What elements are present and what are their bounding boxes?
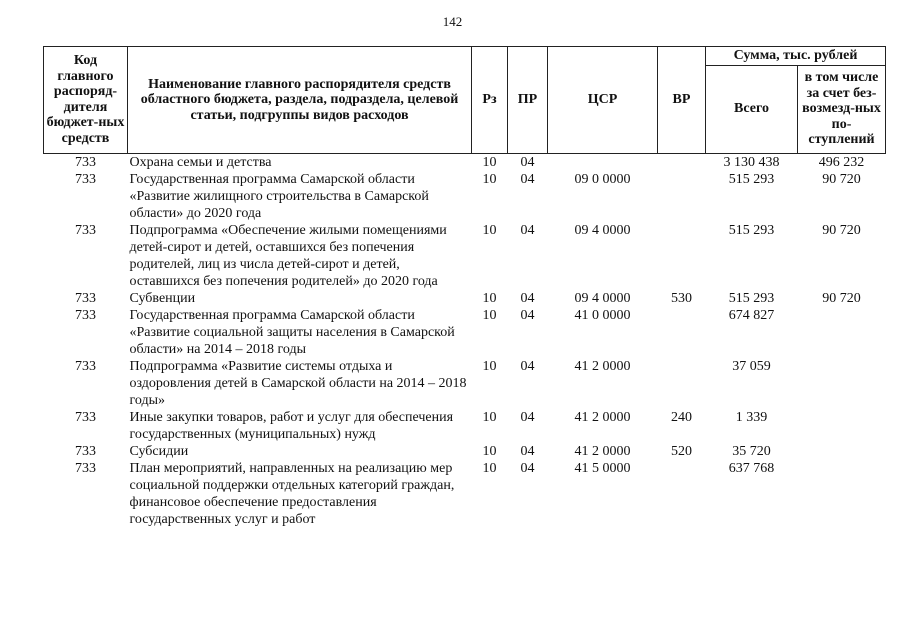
row-pr: 04 [520, 290, 535, 306]
row-pr: 04 [520, 154, 535, 170]
table-row [44, 460, 886, 528]
table-row [44, 443, 886, 460]
row-vr [658, 153, 706, 171]
row-rz: 10 [482, 222, 497, 238]
row-pr: 04 [520, 460, 535, 476]
table-row [44, 171, 886, 222]
budget-table [43, 46, 886, 528]
row-code: 733 [75, 443, 96, 459]
row-total: 637 768 [728, 460, 775, 476]
row-total: 3 130 438 [723, 154, 780, 170]
row-rz: 10 [482, 290, 497, 306]
row-vr [658, 358, 706, 409]
row-pr: 04 [520, 171, 535, 187]
row-csr: 41 2 0000 [574, 409, 631, 425]
row-free [798, 409, 886, 443]
header-code: Код главного распоряд-дителя бюджет-ных средств [44, 47, 128, 154]
row-code: 733 [75, 171, 96, 187]
row-total: 515 293 [728, 290, 775, 306]
row-code: 733 [75, 290, 96, 306]
row-name: Субсидии [129, 443, 189, 459]
row-name: Государственная программа Самарской области «Развитие социальной защиты населения в Самарской области» на 2014 – 2018 годы [129, 307, 455, 357]
row-code: 733 [75, 307, 96, 323]
row-csr: 41 2 0000 [574, 358, 631, 374]
row-pr: 04 [520, 409, 535, 425]
row-vr: 520 [671, 443, 692, 459]
row-rz: 10 [482, 460, 497, 476]
row-total: 35 720 [732, 443, 771, 459]
row-code: 733 [75, 358, 96, 374]
row-vr [658, 222, 706, 290]
header-pr: ПР [508, 47, 548, 154]
header-sum-group: Сумма, тыс. рублей [706, 47, 886, 66]
row-vr [658, 307, 706, 358]
row-name: Государственная программа Самарской области «Развитие жилищного строительства в Самарской области» до 2020 года [129, 171, 429, 221]
table-row [44, 358, 886, 409]
row-rz: 10 [482, 409, 497, 425]
row-rz: 10 [482, 443, 497, 459]
row-vr [658, 171, 706, 222]
row-code: 733 [75, 460, 96, 476]
row-pr: 04 [520, 307, 535, 323]
row-code: 733 [75, 409, 96, 425]
row-total: 515 293 [728, 171, 775, 187]
row-pr: 04 [520, 222, 535, 238]
row-pr: 04 [520, 443, 535, 459]
table-row [44, 409, 886, 443]
row-pr: 04 [520, 358, 535, 374]
table-row [44, 222, 886, 290]
row-name: Охрана семьи и детства [129, 154, 272, 170]
row-csr: 09 4 0000 [574, 290, 631, 306]
table-body [44, 153, 886, 528]
row-csr [548, 153, 658, 171]
row-free [798, 307, 886, 358]
row-rz: 10 [482, 358, 497, 374]
header-rz: Рз [472, 47, 508, 154]
header-csr: ЦСР [548, 47, 658, 154]
row-rz: 10 [482, 171, 497, 187]
row-vr: 530 [671, 290, 692, 306]
row-rz: 10 [482, 154, 497, 170]
row-code: 733 [75, 222, 96, 238]
row-free [798, 460, 886, 528]
row-vr: 240 [671, 409, 692, 425]
row-name: Подпрограмма «Развитие системы отдыха и оздоровления детей в Самарской области на 2014 – 2018 годы» [129, 358, 467, 408]
row-free [798, 443, 886, 460]
header-name: Наименование главного распорядителя средств областного бюджета, раздела, подраздела, целевой статьи, подгруппы видов расходов [128, 47, 472, 154]
page-number: 142 [442, 14, 463, 29]
row-total: 515 293 [728, 222, 775, 238]
row-free: 90 720 [822, 290, 861, 306]
row-free: 90 720 [822, 222, 861, 238]
row-csr: 09 4 0000 [574, 222, 631, 238]
row-free: 90 720 [822, 171, 861, 187]
row-total: 1 339 [735, 409, 768, 425]
row-code: 733 [75, 154, 96, 170]
header-total: Всего [706, 65, 798, 153]
row-csr: 41 2 0000 [574, 443, 631, 459]
row-name: Подпрограмма «Обеспечение жилыми помещениями детей-сирот и детей, оставшихся без попечения родителей, лиц из числа детей-сирот и детей, оставшихся без попечения родителей» до 2020 года [129, 222, 447, 289]
row-csr: 09 0 0000 [574, 171, 631, 187]
row-total: 674 827 [728, 307, 775, 323]
row-rz: 10 [482, 307, 497, 323]
row-name: Иные закупки товаров, работ и услуг для обеспечения государственных (муниципальных) нужд [129, 409, 454, 442]
header-vr: ВР [658, 47, 706, 154]
row-free [798, 358, 886, 409]
row-name: План мероприятий, направленных на реализацию мер социальной поддержки отдельных категорий граждан, финансовое обеспечение предоставления государственных услуг и работ [129, 460, 455, 527]
row-total: 37 059 [732, 358, 771, 374]
table-row [44, 290, 886, 307]
row-csr: 41 5 0000 [574, 460, 631, 476]
row-csr: 41 0 0000 [574, 307, 631, 323]
table-row [44, 153, 886, 171]
row-free: 496 232 [818, 154, 865, 170]
row-vr [658, 460, 706, 528]
row-name: Субвенции [129, 290, 196, 306]
table-row [44, 307, 886, 358]
header-free: в том числе за счет без-возмезд-ных по-ступлений [798, 65, 886, 153]
